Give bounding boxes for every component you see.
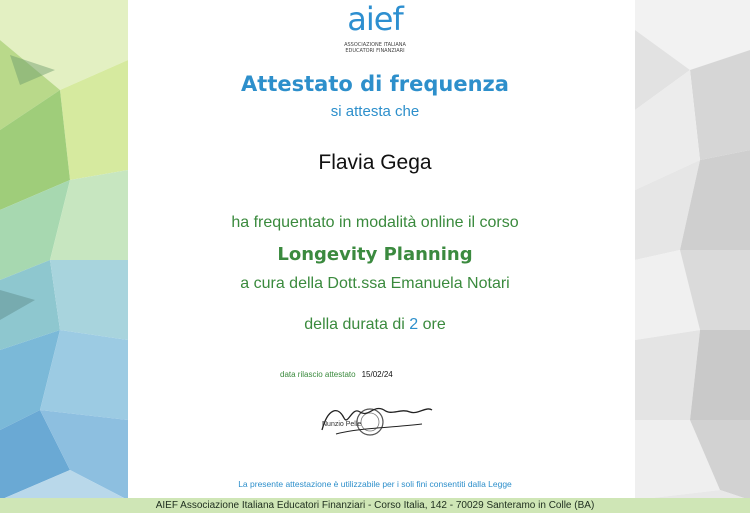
duration-value: 2	[409, 316, 419, 333]
footer-bar	[0, 498, 750, 513]
logo-wordmark: aief	[347, 0, 403, 38]
logo-tagline: ASSOCIAZIONE ITALIANA EDUCATORI FINANZIARI	[344, 42, 406, 54]
certificate-subtitle: si attesta che	[330, 103, 420, 120]
course-name: Longevity Planning	[277, 244, 473, 265]
footer-address: AIEF Associazione Italiana Educatori Finanziari - Corso Italia, 142 - 70029 Santeramo in Colle (BA)	[155, 500, 595, 511]
aief-logo	[338, 2, 412, 58]
legal-disclaimer: La presente attestazione è utilizzabile per i soli fini consentiti dalla Legge	[238, 479, 512, 489]
signatory-name: Nunzio Pelle	[322, 421, 362, 428]
signature-stamp	[318, 398, 436, 442]
issue-date-value: 15/02/24	[361, 370, 393, 379]
issue-date-label: data rilascio attestato	[280, 370, 356, 379]
course-duration	[0, 316, 750, 334]
issue-date-row	[280, 370, 393, 379]
curated-by: a cura della Dott.ssa Emanuela Notari	[240, 275, 510, 292]
attended-text: ha frequentato in modalità online il corso	[231, 214, 519, 231]
duration-prefix: della durata di	[304, 316, 405, 333]
certificate-title: Attestato di frequenza	[241, 72, 509, 96]
recipient-name: Flavia Gega	[318, 151, 432, 174]
duration-unit: ore	[422, 316, 446, 333]
